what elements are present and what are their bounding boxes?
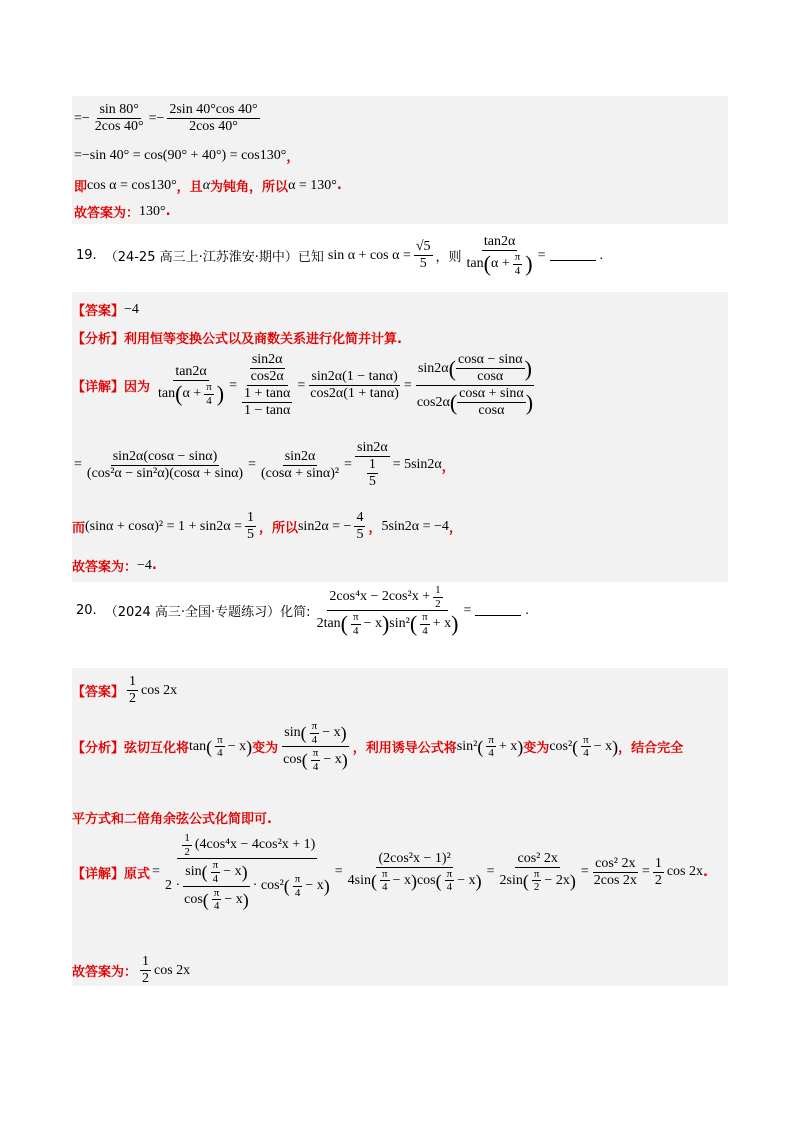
math-text: =: [152, 864, 160, 880]
math-text: tan: [466, 256, 484, 272]
math-text: − 2x: [544, 872, 570, 888]
math-text: 故答案为：: [72, 560, 138, 575]
math-text: 2sin: [499, 872, 523, 888]
math-part: ): [475, 870, 482, 891]
math-text: sin2α: [417, 360, 449, 376]
math-text: − x: [322, 725, 341, 741]
fraction: [182, 859, 251, 913]
math-part: ): [612, 736, 619, 757]
math-part: ): [524, 355, 532, 381]
math-text: (2cos²x − 1)²: [376, 851, 452, 868]
math-text: 5: [419, 256, 427, 272]
math-part: [281, 747, 350, 773]
math-text: 2 ·: [164, 878, 181, 894]
math-text: 4: [311, 733, 318, 746]
math-text: =−: [74, 110, 90, 126]
math-text: 1: [653, 856, 664, 873]
math-text: cos² 2x: [515, 851, 559, 868]
math-text: 【分析】: [72, 741, 125, 757]
fraction: [415, 352, 535, 419]
math-part: =: [297, 377, 306, 393]
math-part: (: [483, 251, 491, 277]
math-text: 2: [184, 845, 190, 858]
math-part: ): [242, 889, 249, 910]
math-text: π: [353, 611, 359, 624]
math-part: ): [525, 389, 534, 415]
math-text: .: [702, 864, 708, 880]
fraction: [308, 369, 401, 402]
math-part: [416, 352, 534, 386]
math-part: [415, 386, 535, 419]
math-text: 4: [422, 624, 428, 637]
math-text: 1 + tanα: [242, 386, 292, 403]
math-text: .: [599, 247, 604, 263]
final-answer-line: [74, 202, 171, 221]
math-part: [346, 868, 484, 894]
math-text: cos α = cos130°: [87, 177, 177, 193]
math-part: (: [301, 750, 308, 771]
math-text: 【详解】: [72, 866, 125, 882]
fraction: [456, 352, 525, 385]
fraction: [212, 887, 222, 913]
math-text: cos 2x: [666, 864, 703, 880]
math-part: ): [341, 750, 348, 771]
math-text: 4: [583, 747, 589, 760]
math-text: cosα − sinα: [456, 352, 525, 369]
fraction: [245, 510, 256, 543]
math-part: (: [202, 889, 209, 910]
math-text: 5: [246, 527, 254, 543]
math-text: − x: [457, 872, 476, 888]
math-part: (: [435, 870, 442, 891]
math-part: (: [206, 736, 213, 757]
math-text: α = 130°: [288, 177, 337, 193]
analysis-line: [72, 720, 683, 774]
fraction: [513, 251, 523, 277]
math-text: α +: [182, 386, 202, 402]
fraction: [414, 239, 433, 272]
math-text: .: [525, 602, 529, 618]
math-text: sin²: [389, 616, 410, 632]
math-text: 19.: [76, 248, 97, 264]
math-part: (: [477, 736, 484, 757]
math-text: 利用恒等变换公式以及商数关系进行化简并计算.: [124, 332, 402, 347]
math-text: cos: [416, 872, 436, 888]
fraction: [156, 364, 226, 407]
math-text: 4: [382, 881, 388, 894]
math-text: 4: [488, 747, 494, 760]
math-part: (: [283, 876, 290, 897]
math-part: ): [410, 870, 417, 891]
math-text: ，: [286, 150, 300, 165]
math-part: (: [175, 381, 183, 407]
math-text: tan: [158, 386, 176, 402]
math-text: − x: [223, 864, 242, 880]
fraction: [259, 449, 341, 482]
math-text: (sinα + cosα)² = 1 + sin2α =: [85, 518, 242, 534]
math-part: [282, 720, 348, 747]
detail-line: [72, 832, 708, 913]
final-answer-line: [72, 556, 157, 575]
math-text: sin2α: [355, 440, 390, 457]
math-text: sin α + cos α =: [327, 247, 411, 263]
math-text: 2: [142, 971, 150, 987]
math-text: cos 2x: [154, 962, 191, 978]
math-text: − x: [323, 752, 342, 768]
math-part: [240, 386, 294, 419]
math-part: =: [74, 457, 82, 473]
math-part: (: [572, 736, 579, 757]
math-text: sin2α: [283, 449, 318, 466]
math-text: π: [422, 611, 428, 624]
math-text: (4cos⁴x − 4cos²x + 1): [194, 837, 316, 853]
math-text: cos: [283, 752, 302, 768]
math-text: −4: [124, 301, 139, 317]
math-text: π: [212, 859, 219, 872]
math-text: ，利用诱导公式将: [352, 741, 457, 757]
fraction: [204, 381, 214, 407]
math-text: π: [583, 733, 589, 746]
math-text: − x: [392, 872, 411, 888]
math-text: 20.: [76, 603, 97, 619]
math-text: =: [537, 247, 546, 263]
math-text: （24-25 高三上·江苏淮安·期中）已知: [104, 250, 324, 266]
math-text: 2: [129, 691, 137, 707]
fraction: [433, 584, 443, 610]
math-text: =: [641, 864, 650, 880]
math-text: cos2α: [250, 369, 284, 385]
math-text: π: [213, 886, 220, 899]
solution-block-18: [72, 96, 728, 224]
math-text: ，: [448, 521, 462, 537]
math-text: π: [294, 872, 301, 885]
math-text: (cosα + sinα)²: [261, 465, 340, 481]
math-text: 1: [127, 674, 138, 691]
fraction: [532, 868, 542, 894]
math-text: 【详解】: [72, 380, 125, 396]
math-text: 1 − tanα: [244, 403, 291, 419]
math-text: 1: [140, 954, 151, 971]
fraction: [182, 832, 192, 858]
fraction: [592, 856, 639, 889]
math-text: π: [382, 867, 388, 880]
math-text: cos 2x: [141, 682, 178, 698]
math-text: cosα + sinα: [457, 386, 526, 403]
math-text: =: [334, 864, 343, 880]
math-part: =: [344, 457, 352, 473]
math-text: sin: [185, 864, 202, 880]
fraction: [242, 386, 292, 419]
math-part: [327, 584, 447, 611]
math-text: 1: [245, 510, 256, 527]
math-text: · cos²: [252, 878, 284, 894]
fraction: [215, 734, 225, 760]
math-text: cos2α: [416, 394, 450, 410]
math-text: − x: [224, 891, 243, 907]
math-text: cos² 2x: [593, 856, 637, 873]
math-text: π: [217, 733, 223, 746]
fraction: [249, 352, 286, 385]
detail-line-3: [72, 510, 462, 543]
fraction: [465, 234, 535, 277]
fraction: [367, 457, 378, 490]
math-part: ): [451, 611, 459, 637]
math-part: ): [525, 251, 533, 277]
math-text: ，: [368, 521, 382, 537]
math-text: π: [446, 867, 453, 880]
math-part: ): [569, 870, 576, 891]
math-text: − x: [227, 738, 247, 754]
fraction: [167, 102, 259, 135]
solution-block-19: [72, 292, 728, 582]
math-text: ，且: [176, 180, 203, 195]
math-text: 平方式和二倍角余弦公式化简即可.: [72, 812, 272, 827]
math-text: cosα: [477, 369, 504, 385]
fraction: [311, 747, 321, 773]
math-text: 故答案为：: [72, 965, 138, 981]
fraction: [354, 510, 365, 543]
math-text: 弦切互化将: [124, 741, 190, 757]
fraction: [85, 449, 245, 482]
math-text: 130°: [139, 203, 166, 219]
math-part: ): [216, 381, 225, 407]
math-text: 为钝角，所以: [210, 180, 289, 195]
math-part: [156, 381, 226, 407]
math-part: ): [323, 876, 330, 897]
math-text: sin2α(1 − tanα): [309, 369, 399, 386]
math-text: π: [206, 381, 212, 394]
answer-line: [72, 674, 177, 707]
math-text: α: [202, 177, 211, 193]
math-text: .: [165, 204, 171, 219]
math-text: cosα: [478, 403, 505, 419]
math-text: sin: [284, 725, 301, 741]
fraction: [486, 734, 496, 760]
math-text: 1: [435, 584, 441, 596]
math-text: tan2α: [173, 364, 208, 381]
math-part: [465, 251, 535, 277]
final-answer-line: [72, 954, 190, 987]
fraction: [163, 832, 332, 913]
math-text: =: [580, 864, 589, 880]
math-text: 2cos 2x: [593, 872, 637, 888]
math-text: 2tan: [316, 616, 341, 632]
math-text: sin2α(cosα − sinα): [111, 449, 220, 466]
math-text: 变为: [523, 741, 550, 757]
math-text: π: [488, 733, 494, 746]
math-text: tan: [189, 738, 207, 754]
analysis-line-2: [72, 808, 272, 827]
math-part: ): [241, 862, 248, 883]
math-text: cos2α(1 + tanα): [310, 386, 399, 402]
math-part: (: [201, 862, 208, 883]
math-text: − x: [363, 616, 382, 632]
math-text: .: [151, 558, 157, 573]
math-text: =−: [148, 110, 165, 126]
math-text: 4: [514, 264, 521, 277]
math-part: ): [340, 723, 347, 744]
math-part: [163, 859, 332, 913]
detail-line-2: [74, 440, 455, 490]
fraction: [211, 859, 221, 885]
math-text: sin2α = −: [297, 518, 352, 534]
math-part: (: [371, 870, 377, 891]
math-text: π: [533, 867, 540, 880]
fraction: [140, 954, 151, 987]
math-part: (: [409, 611, 418, 637]
math-text: 故答案为：: [74, 206, 140, 221]
math-text: 4: [294, 886, 301, 899]
solution-block-20: [72, 668, 728, 986]
fraction: [240, 352, 294, 419]
math-text: 5sin2α = −4: [381, 518, 449, 534]
math-part: (: [448, 355, 456, 381]
math-text: 4: [212, 872, 219, 885]
math-part: [315, 611, 461, 637]
math-text: 而: [72, 521, 86, 537]
fraction: [293, 873, 303, 899]
answer-blank: [550, 250, 596, 261]
math-text: 1: [184, 832, 190, 844]
math-text: ，则: [435, 250, 462, 266]
math-text: 5: [368, 474, 376, 490]
math-text: tan2α: [482, 234, 517, 251]
conclusion-line: [74, 176, 342, 195]
math-text: 2cos 40°: [189, 119, 238, 135]
answer-blank: [475, 605, 521, 616]
fraction: [420, 611, 430, 637]
math-text: (cos²α − sin²α)(cosα + sinα): [86, 465, 244, 481]
fraction: [315, 584, 461, 638]
math-text: 4: [217, 747, 223, 760]
math-text: cos²: [549, 738, 573, 754]
fraction: [310, 720, 320, 746]
math-part: (: [449, 389, 458, 415]
math-text: 2: [533, 881, 540, 894]
math-text: ，所以: [258, 521, 298, 537]
math-text: =: [486, 864, 495, 880]
math-text: 即: [74, 180, 88, 195]
math-text: sin 80°: [97, 102, 140, 119]
math-text: √5: [414, 239, 433, 256]
question-19: [76, 234, 603, 277]
fraction: [380, 868, 390, 894]
math-part: [365, 457, 380, 490]
math-part: ): [517, 736, 524, 757]
math-part: (: [522, 870, 529, 891]
math-part: [177, 832, 317, 859]
math-text: cos: [184, 891, 203, 907]
math-part: [183, 859, 249, 886]
math-text: 4: [213, 900, 220, 913]
math-text: 【答案】: [72, 304, 125, 319]
math-text: − x: [593, 738, 613, 754]
math-text: 4: [353, 624, 359, 637]
math-text: − x: [305, 878, 324, 894]
detail-line-1: [72, 352, 538, 419]
math-text: 2: [435, 597, 441, 610]
math-text: sin2α: [250, 352, 285, 369]
fraction: [127, 674, 138, 707]
analysis-line: [72, 328, 402, 347]
math-text: ，: [441, 459, 455, 475]
math-text: 2cos 40°: [94, 119, 144, 135]
math-text: 4: [354, 510, 365, 527]
fraction: [93, 102, 146, 135]
fraction: [445, 868, 455, 894]
answer-line: [72, 300, 139, 319]
math-part: [182, 887, 251, 913]
fraction: [281, 720, 350, 774]
math-text: + x: [432, 616, 452, 632]
math-text: .: [336, 178, 342, 193]
math-text: =−sin 40° = cos(90° + 40°) = cos130°: [74, 147, 287, 163]
fraction: [355, 440, 390, 490]
math-text: α +: [490, 256, 510, 272]
math-text: 4: [446, 881, 453, 894]
equation-line-1: [74, 102, 263, 135]
math-text: 4: [206, 394, 212, 407]
fraction: [498, 851, 578, 894]
math-text: ，结合完全: [618, 741, 684, 757]
math-part: (: [340, 611, 348, 637]
fraction: [581, 734, 591, 760]
math-text: 1: [367, 457, 378, 474]
math-text: 【分析】: [72, 332, 125, 347]
math-part: [498, 868, 578, 894]
math-text: 5: [356, 527, 364, 543]
fraction: [351, 611, 361, 637]
math-text: π: [311, 720, 318, 732]
math-text: π: [312, 747, 319, 760]
math-part: ): [381, 611, 390, 637]
math-text: 因为: [124, 380, 151, 396]
math-text: =: [463, 602, 472, 618]
math-text: 2cos⁴x − 2cos²x +: [329, 589, 431, 605]
math-part: ): [246, 736, 253, 757]
math-text: + x: [498, 738, 518, 754]
math-part: [247, 352, 288, 386]
math-part: =: [403, 377, 412, 393]
math-text: 【答案】: [72, 685, 125, 701]
fraction: [346, 851, 484, 894]
math-text: （2024 高三·全国·专题练习）化简:: [104, 605, 311, 621]
math-text: = 5sin2α: [392, 457, 442, 473]
math-text: 4: [312, 760, 319, 773]
math-text: −4: [137, 557, 152, 573]
math-text: 2sin 40°cos 40°: [167, 102, 259, 119]
math-text: 2: [654, 872, 662, 888]
math-text: 4sin: [347, 872, 371, 888]
math-text: sin²: [456, 738, 478, 754]
math-part: (: [300, 723, 307, 744]
math-part: =: [229, 377, 237, 393]
question-20: [76, 584, 529, 638]
math-part: =: [248, 457, 256, 473]
math-text: π: [514, 251, 521, 264]
equation-line-2: [74, 146, 299, 165]
fraction: [457, 386, 526, 419]
math-text: 变为: [252, 741, 279, 757]
fraction: [653, 856, 664, 889]
math-text: 原式: [124, 866, 151, 882]
